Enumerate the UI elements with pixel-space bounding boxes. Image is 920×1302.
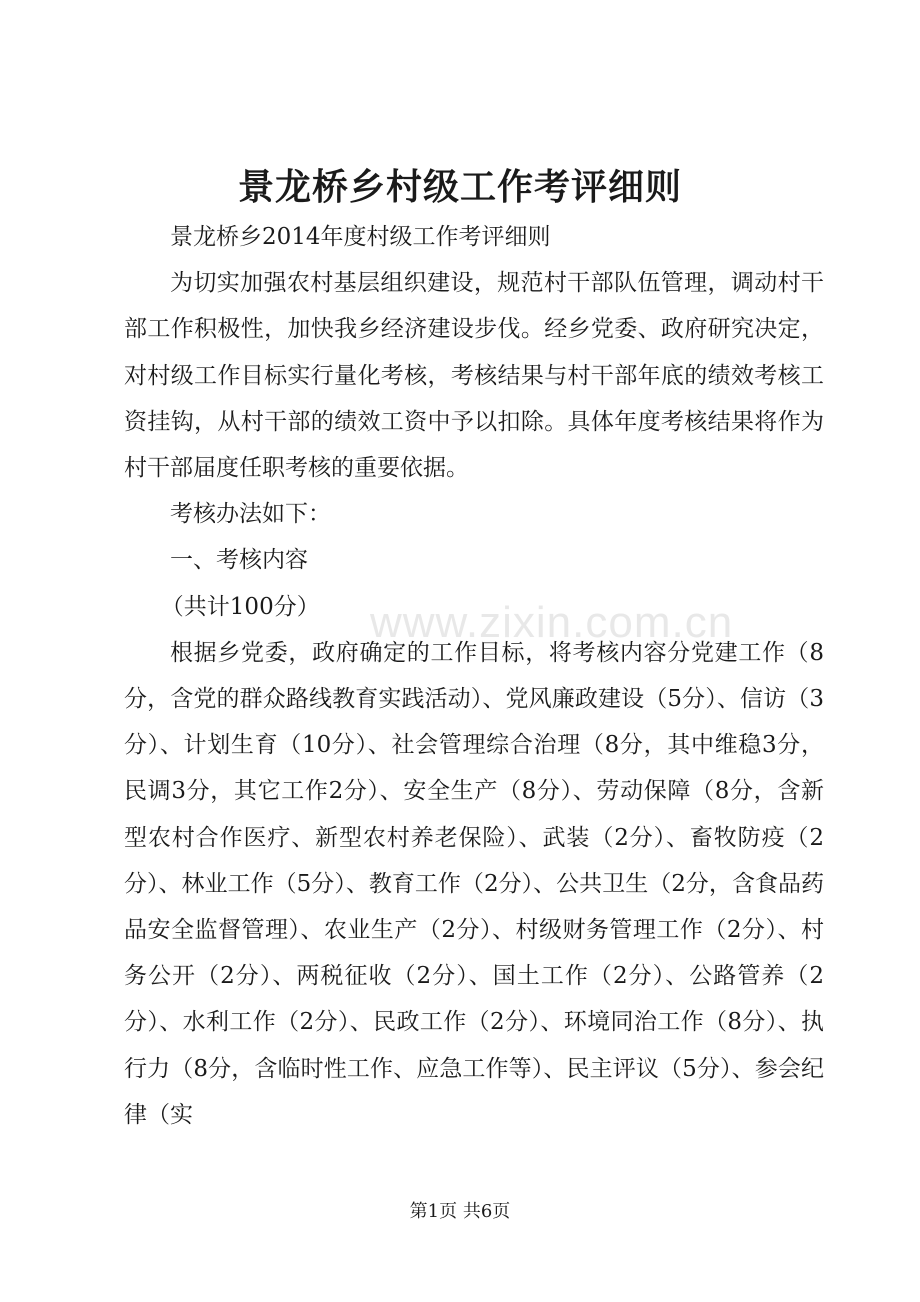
intro-paragraph: 为切实加强农村基层组织建设，规范村干部队伍管理，调动村干部工作积极性，加快我乡经济建设步伐。经乡党委、政府研究决定，对村级工作目标实行量化考核，考核结果与村干部年底的绩效考核工资挂钩，从村干部的绩效工资中予以扣除。具体年度考核结果将作为村干部届度任职考核的重要依据。: [124, 270, 824, 482]
content-paragraph: 根据乡党委，政府确定的工作目标，将考核内容分党建工作（8分，含党的群众路线教育实践活动）、党风廉政建设（5分）、信访（3分）、计划生育（10分）、社会管理综合治理（8分，其中维稳3分，民调3分，其它工作2分）、安全生产（8分）、劳动保障（8分，含新型农村合作医疗、新型农村养老保险）、武装（2分）、畜牧防疫（2分）、林业工作（5分）、教育工作（2分）、公共卫生（2分，含食品药品安全监督管理）、农业生产（2分）、村级财务管理工作（2分）、村务公开（2分）、两税征收（2分）、国土工作（2分）、公路管养（2分）、水利工作（2分）、民政工作（2分）、环境同治工作（8分）、执行力（8分，含临时性工作、应急工作等）、民主评议（5分）、参会纪律（实: [124, 639, 824, 1128]
total-score-paragraph: （共计100分）: [160, 593, 320, 620]
watermark: www.zixin.com.cn: [370, 598, 734, 647]
section-heading: 一、考核内容: [170, 547, 308, 574]
document-body: [124, 214, 824, 1138]
page-footer: 第1页 共6页: [409, 1201, 511, 1222]
document-title: 景龙桥乡村级工作考评细则: [237, 166, 682, 208]
subtitle-paragraph: 景龙桥乡2014年度村级工作考评细则: [170, 224, 551, 250]
method-paragraph: 考核办法如下：: [170, 501, 331, 528]
